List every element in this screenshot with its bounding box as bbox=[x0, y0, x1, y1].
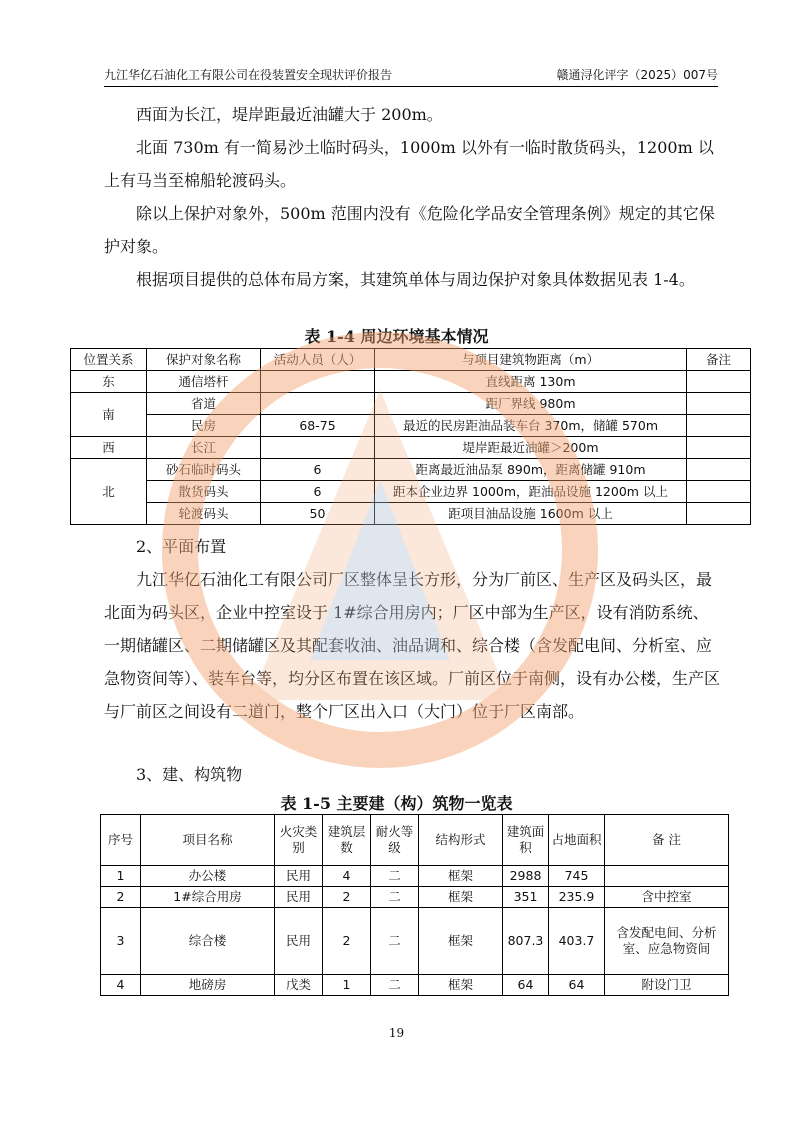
object-name-cell: 长江 bbox=[147, 437, 261, 459]
header-cell: 项目名称 bbox=[141, 815, 275, 866]
note-cell bbox=[687, 371, 751, 393]
table-1-4-caption: 表 1-4 周边环境基本情况 bbox=[304, 327, 489, 346]
paragraph-west: 西面为长江，堤岸距最近油罐大于 200m。 bbox=[136, 105, 443, 124]
cell: 附设门卫 bbox=[605, 975, 729, 996]
table-row bbox=[101, 866, 729, 887]
cell: 民用 bbox=[275, 908, 323, 975]
table-header-row bbox=[71, 349, 751, 371]
header-cell: 结构形式 bbox=[419, 815, 503, 866]
header-title: 九江华亿石油化工有限公司在役装置安全现状评价报告 bbox=[104, 68, 393, 82]
header-cell: 备注 bbox=[687, 349, 751, 371]
table-row bbox=[101, 887, 729, 908]
note-cell bbox=[687, 393, 751, 415]
cell: 二 bbox=[371, 887, 419, 908]
table-row bbox=[71, 393, 751, 415]
object-name-cell: 砂石临时码头 bbox=[147, 459, 261, 481]
cell bbox=[605, 866, 729, 887]
people-cell: 50 bbox=[261, 503, 375, 525]
cell: 框架 bbox=[419, 866, 503, 887]
header-cell: 占地面积 bbox=[549, 815, 605, 866]
cell: 4 bbox=[101, 975, 141, 996]
cell: 1 bbox=[101, 866, 141, 887]
people-cell bbox=[261, 437, 375, 459]
people-cell: 6 bbox=[261, 481, 375, 503]
header-cell: 序号 bbox=[101, 815, 141, 866]
cell: 1 bbox=[323, 975, 371, 996]
cell: 二 bbox=[371, 975, 419, 996]
cell: 二 bbox=[371, 866, 419, 887]
object-name-cell: 通信塔杆 bbox=[147, 371, 261, 393]
note-cell bbox=[687, 481, 751, 503]
object-name-cell: 省道 bbox=[147, 393, 261, 415]
distance-cell: 距项目油品设施 1600m 以上 bbox=[375, 503, 687, 525]
cell: 3 bbox=[101, 908, 141, 975]
table-row bbox=[71, 437, 751, 459]
note-cell bbox=[687, 437, 751, 459]
cell: 4 bbox=[323, 866, 371, 887]
cell: 综合楼 bbox=[141, 908, 275, 975]
table-row bbox=[71, 371, 751, 393]
table-row bbox=[71, 503, 751, 525]
header-cell: 保护对象名称 bbox=[147, 349, 261, 371]
header-report-number: 赣通浔化评字（2025）007号 bbox=[556, 68, 718, 82]
cell: 807.3 bbox=[503, 908, 549, 975]
header-cell: 耐火等级 bbox=[371, 815, 419, 866]
people-cell: 68-75 bbox=[261, 415, 375, 437]
paragraph-protection: 除以上保护对象外，500m 范围内没有《危险化学品安全管理条例》规定的其它保护对象。 bbox=[104, 204, 715, 256]
cell: 办公楼 bbox=[141, 866, 275, 887]
direction-cell: 南 bbox=[71, 393, 147, 437]
cell: 含发配电间、分析室、应急物资间 bbox=[605, 908, 729, 975]
cell: 框架 bbox=[419, 975, 503, 996]
note-cell bbox=[687, 415, 751, 437]
cell: 戊类 bbox=[275, 975, 323, 996]
object-name-cell: 散货码头 bbox=[147, 481, 261, 503]
table-row bbox=[71, 459, 751, 481]
table-row bbox=[101, 908, 729, 975]
table-row bbox=[71, 481, 751, 503]
page-header bbox=[104, 64, 718, 87]
distance-cell: 最近的民房距油品装车台 370m，储罐 570m bbox=[375, 415, 687, 437]
header-cell: 位置关系 bbox=[71, 349, 147, 371]
cell: 二 bbox=[371, 908, 419, 975]
table-surroundings bbox=[70, 348, 751, 525]
cell: 框架 bbox=[419, 908, 503, 975]
cell: 民用 bbox=[275, 866, 323, 887]
header-cell: 备 注 bbox=[605, 815, 729, 866]
cell: 2 bbox=[101, 887, 141, 908]
people-cell bbox=[261, 371, 375, 393]
cell: 框架 bbox=[419, 887, 503, 908]
object-name-cell: 民房 bbox=[147, 415, 261, 437]
object-name-cell: 轮渡码头 bbox=[147, 503, 261, 525]
cell: 235.9 bbox=[549, 887, 605, 908]
distance-cell: 距离最近油品泵 890m，距离储罐 910m bbox=[375, 459, 687, 481]
paragraph-layout-reference: 根据项目提供的总体布局方案，其建筑单体与周边保护对象具体数据见表 1-4。 bbox=[136, 270, 695, 289]
section-2-heading: 2、平面布置 bbox=[136, 537, 227, 556]
section-3-heading: 3、建、构筑物 bbox=[136, 765, 243, 784]
people-cell: 6 bbox=[261, 459, 375, 481]
table-header-row bbox=[101, 815, 729, 866]
direction-cell: 西 bbox=[71, 437, 147, 459]
cell: 地磅房 bbox=[141, 975, 275, 996]
cell: 745 bbox=[549, 866, 605, 887]
distance-cell: 直线距离 130m bbox=[375, 371, 687, 393]
paragraph-north: 北面 730m 有一简易沙土临时码头，1000m 以外有一临时散货码头，1200m 以上有马当至棉船轮渡码头。 bbox=[104, 138, 714, 190]
cell: 351 bbox=[503, 887, 549, 908]
direction-cell: 北 bbox=[71, 459, 147, 525]
note-cell bbox=[687, 503, 751, 525]
distance-cell: 距厂界线 980m bbox=[375, 393, 687, 415]
header-cell: 与项目建筑物距离（m） bbox=[375, 349, 687, 371]
cell: 64 bbox=[549, 975, 605, 996]
direction-cell: 东 bbox=[71, 371, 147, 393]
cell: 64 bbox=[503, 975, 549, 996]
header-cell: 建筑面积 bbox=[503, 815, 549, 866]
cell: 1#综合用房 bbox=[141, 887, 275, 908]
header-cell: 火灾类别 bbox=[275, 815, 323, 866]
note-cell bbox=[687, 459, 751, 481]
cell: 403.7 bbox=[549, 908, 605, 975]
table-buildings bbox=[100, 814, 729, 996]
cell: 含中控室 bbox=[605, 887, 729, 908]
header-cell: 建筑层数 bbox=[323, 815, 371, 866]
distance-cell: 堤岸距最近油罐＞200m bbox=[375, 437, 687, 459]
header-cell: 活动人员（人） bbox=[261, 349, 375, 371]
cell: 民用 bbox=[275, 887, 323, 908]
people-cell bbox=[261, 393, 375, 415]
distance-cell: 距本企业边界 1000m，距油品设施 1200m 以上 bbox=[375, 481, 687, 503]
table-row bbox=[71, 415, 751, 437]
table-row bbox=[101, 975, 729, 996]
section-2-text: 九江华亿石油化工有限公司厂区整体呈长方形，分为厂前区、生产区及码头区，最北面为码头区，企业中控室设于 1#综合用房内；厂区中部为生产区，设有消防系统、一期储罐区、二期储罐区及其配套收油、油品调和、综合楼（含发配电间、分析室、应急物资间等）、装车台等，均分区布置在该区域。厂前区位于南侧，设有办公楼，生产区与厂前区之间设有二道门，整个厂区出入口（大门）位于厂区南部。 bbox=[104, 570, 721, 721]
table-1-5-caption: 表 1-5 主要建（构）筑物一览表 bbox=[280, 794, 513, 813]
cell: 2 bbox=[323, 887, 371, 908]
page-number: 19 bbox=[388, 1026, 405, 1040]
cell: 2 bbox=[323, 908, 371, 975]
cell: 2988 bbox=[503, 866, 549, 887]
